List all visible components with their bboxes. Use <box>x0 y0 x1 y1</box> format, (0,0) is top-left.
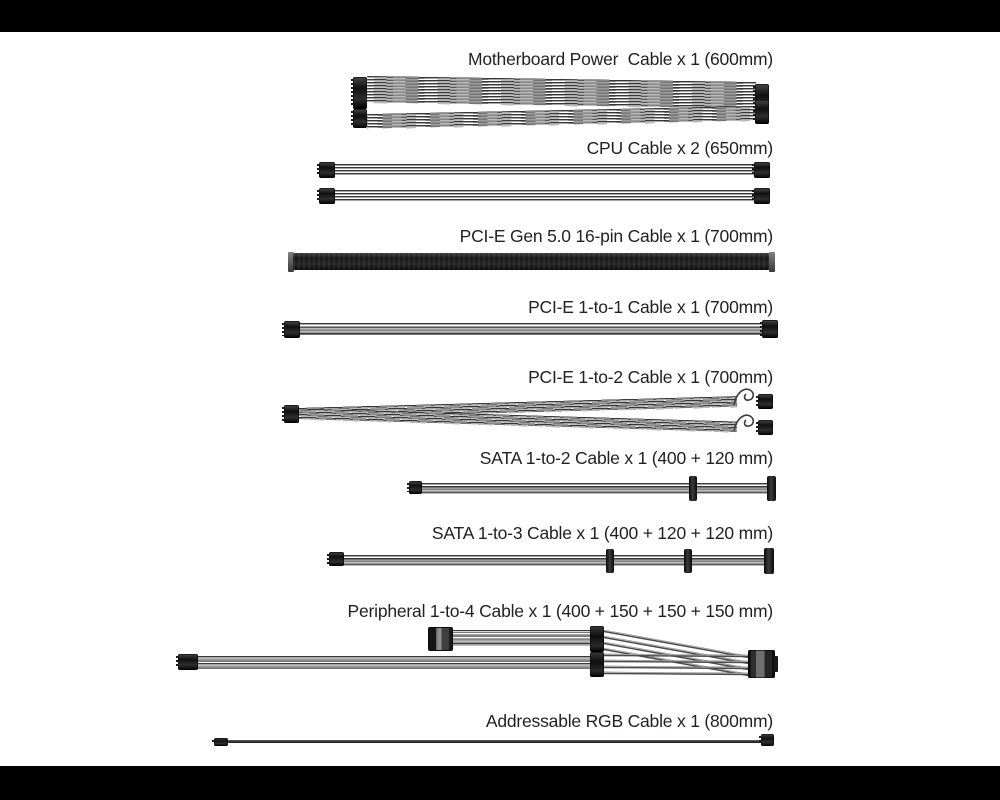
pcie-1to2-conn <box>758 394 773 409</box>
pcie-1to2-loop <box>733 413 757 433</box>
label-peripheral-1to4-cable: Peripheral 1-to-4 Cable x 1 (400 + 150 + 150 + 150 mm) <box>347 601 773 621</box>
pcie-1to2-conn <box>284 405 299 423</box>
label-cpu-cable: CPU Cable x 2 (650mm) <box>586 138 773 158</box>
cpu-conn <box>319 162 335 178</box>
sata-1to2-sata <box>767 476 776 501</box>
letterbox-top-bar <box>0 0 1000 32</box>
addressable-rgb-line <box>228 740 762 743</box>
peripheral-1to4-ribbon <box>198 656 590 670</box>
sata-1to2-conn <box>409 481 422 494</box>
addressable-rgb-conn <box>214 738 228 746</box>
sata-1to2-ribbon <box>422 483 689 494</box>
peripheral-1to4-ribbon <box>453 630 590 647</box>
cpu-conn <box>754 162 770 178</box>
peripheral-1to4-bigconn <box>748 650 775 678</box>
peripheral-1to4-fan <box>604 628 748 678</box>
pcie-1to2-conn <box>758 420 773 435</box>
motherboard-power-conn <box>353 109 367 128</box>
sata-1to3-ribbon <box>344 555 606 566</box>
motherboard-power-conn <box>755 100 769 124</box>
motherboard-power-ribbon <box>367 76 756 109</box>
peripheral-1to4-block <box>590 626 604 652</box>
sata-1to3-sata <box>606 549 614 573</box>
sata-1to3-sata <box>764 548 774 574</box>
pcie-1to1-conn <box>284 321 300 338</box>
cpu-ribbon <box>335 164 755 176</box>
pcie-gen5-16pin-cap <box>769 252 775 272</box>
sata-1to2-ribbon <box>697 483 767 494</box>
pcie-1to2-loop <box>733 387 757 407</box>
addressable-rgb-conn <box>761 734 774 746</box>
peripheral-1to4-block <box>590 652 604 677</box>
cpu-conn <box>754 188 770 204</box>
peripheral-1to4-molex <box>428 627 453 651</box>
cpu-ribbon <box>335 190 755 202</box>
label-addressable-rgb-cable: Addressable RGB Cable x 1 (800mm) <box>485 711 773 731</box>
sata-1to2-sata <box>689 476 697 501</box>
label-sata-1to2-cable: SATA 1-to-2 Cable x 1 (400 + 120 mm) <box>479 448 773 468</box>
label-motherboard-power-cable: Motherboard Power Cable x 1 (600mm) <box>467 49 773 69</box>
peripheral-1to4-conn <box>178 654 198 670</box>
label-pcie-gen5-16pin-cable: PCI-E Gen 5.0 16-pin Cable x 1 (700mm) <box>459 226 773 246</box>
sata-1to3-ribbon <box>614 555 684 566</box>
label-pcie-1to2-cable: PCI-E 1-to-2 Cable x 1 (700mm) <box>528 367 773 387</box>
label-sata-1to3-cable: SATA 1-to-3 Cable x 1 (400 + 120 + 120 mm) <box>431 523 773 543</box>
letterbox-bottom-bar <box>0 766 1000 800</box>
sata-1to3-conn <box>329 552 344 566</box>
pcie-gen5-16pin-bar <box>293 253 770 270</box>
sata-1to3-sata <box>684 549 692 573</box>
pcie-1to1-ribbon <box>300 323 763 336</box>
motherboard-power-conn <box>353 77 367 109</box>
label-pcie-1to1-cable: PCI-E 1-to-1 Cable x 1 (700mm) <box>528 297 773 317</box>
motherboard-power-ribbon <box>367 106 756 129</box>
pcie-1to1-conn <box>762 320 778 338</box>
cpu-conn <box>319 188 335 204</box>
sata-1to3-ribbon <box>692 555 764 566</box>
